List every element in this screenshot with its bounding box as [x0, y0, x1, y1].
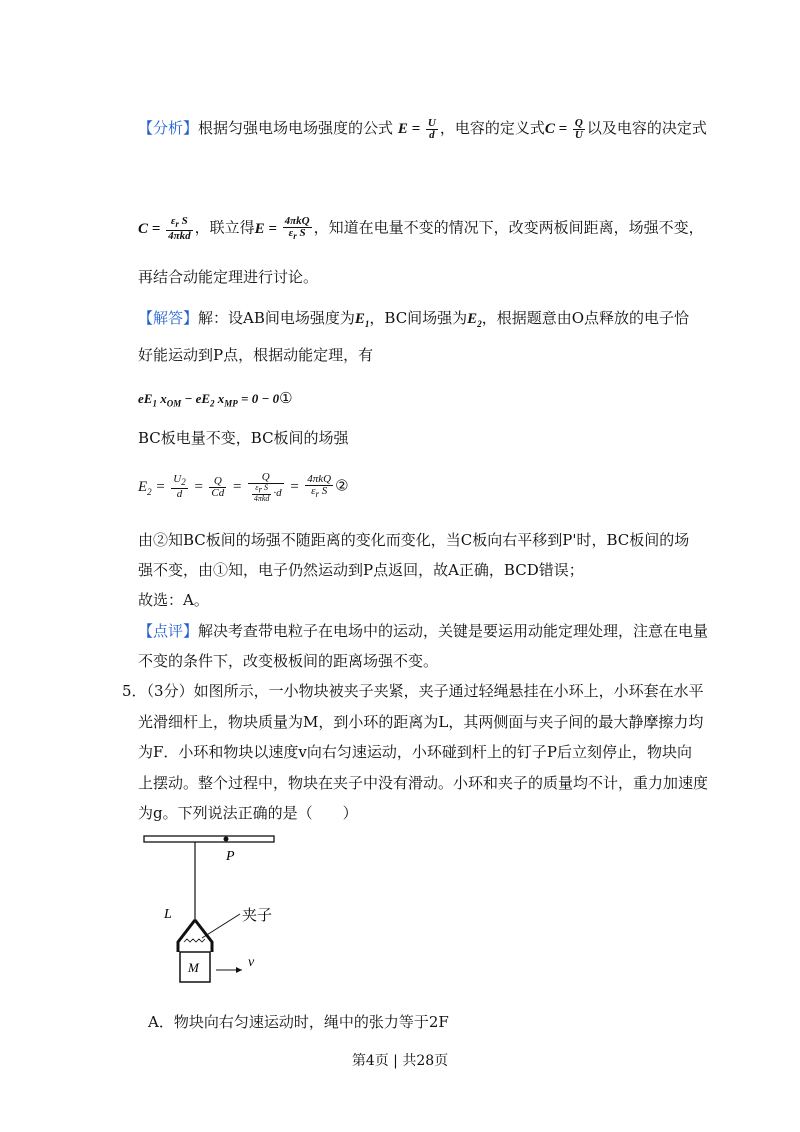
label-m: M	[188, 960, 199, 975]
answer-line-8: 故选：A。	[138, 591, 209, 609]
answer-line-1: 【解答】解：设AB间电场强度为$E_1$，BC间场强为$E_2$，根据题意由O点释放的电子恰	[138, 309, 689, 329]
answer-line-7: 强不变，由①知，电子仍然运动到P点返回，故A正确，BCD错误；	[138, 561, 584, 579]
formula-e-combined: E = $\frac{\text{4πkQ}}{\varepsilon_r S}$	[254, 215, 310, 242]
answer-line-4: BC板电量不变，BC板间的场强	[138, 429, 349, 447]
arrow-head-icon	[236, 967, 242, 973]
question-5-line-1: 5．（3分）如图所示，一小物块被夹子夹紧，夹子通过轻绳悬挂在小环上，小环套在水平	[122, 682, 704, 700]
analysis-line-1: 【分析】根据匀强电场电场强度的公式 E = $\frac{U}{d}$ ，电容的定义式C = $\frac{Q}{U}$ 以及电容的决定式	[138, 117, 707, 142]
formula-c-decision: C = $\frac{\varepsilon_r S}{\text{4πkd}}$	[138, 215, 191, 243]
answer-line-2: 好能运动到P点，根据动能定理，有	[138, 346, 374, 364]
clip-pointer-line	[202, 914, 240, 938]
analysis-line-2: C = $\frac{\varepsilon_r S}{\text{4πkd}}$ ，联立得E = $\frac{\text{4πkQ}}{\varepsilon_r S}$ ，知道在电量不变的情况下，改变两板间距离，场强不变，	[138, 215, 704, 243]
comment-line-1: 【点评】解决考查带电粒子在电场中的运动，关键是要运用动能定理处理，注意在电量	[138, 622, 709, 640]
comment-line-2: 不变的条件下，改变极板间的距离场强不变。	[138, 652, 439, 670]
nail-p	[224, 837, 229, 842]
analysis-line-3: 再结合动能定理进行讨论。	[138, 268, 319, 286]
pendulum-clip-figure	[140, 830, 310, 1000]
label-p: P	[226, 849, 235, 864]
formula-e-ud: E = $\frac{U}{d}$	[397, 117, 436, 142]
question-5-line-3: 为F．小环和物块以速度v向右匀速运动，小环碰到杆上的钉子P后立刻停止，物块向	[138, 743, 692, 761]
label-v: v	[248, 955, 255, 970]
question-5-line-4: 上摆动。整个过程中，物块在夹子中没有滑动。小环和夹子的质量均不计，重力加速度	[138, 774, 709, 792]
label-clip: 夹子	[242, 908, 273, 924]
horizontal-rod	[144, 836, 274, 842]
label-l: L	[164, 907, 172, 922]
comment-tag: 【点评】	[138, 622, 199, 640]
analysis-tag: 【分析】	[138, 119, 199, 137]
answer-tag: 【解答】	[138, 309, 199, 327]
question-5-line-2: 光滑细杆上，物块质量为M，到小环的距离为L，其两侧面与夹子间的最大静摩擦力均	[138, 713, 704, 731]
answer-line-6: 由②知BC板间的场强不随距离的变化而变化，当C板向右平移到P'时，BC板间的场	[138, 531, 690, 549]
answer-formula-1: $eE_1$ $x_{OM} - eE_2$ $x_{MP} = 0$ − 0①	[138, 389, 293, 409]
clip	[178, 920, 212, 952]
question-5-line-5: 为g。下列说法正确的是（ ）	[138, 804, 358, 822]
answer-formula-2: $E_2$ = $\frac{U_2}{d}$ = $\frac{Q}{Cd}$ = Q $\frac{\varepsilon_r S}{\text{4πkd}}$ ·d = $\frac{\text{4πkQ}}{\varepsilon_r S}$ ②	[138, 471, 349, 503]
option-a: A．物块向右匀速运动时，绳中的张力等于2F	[148, 1013, 449, 1031]
page-footer: 第4页 | 共28页	[351, 1053, 449, 1069]
formula-c-qu: C = $\frac{Q}{U}$	[544, 117, 583, 142]
clip-spring	[184, 939, 205, 942]
